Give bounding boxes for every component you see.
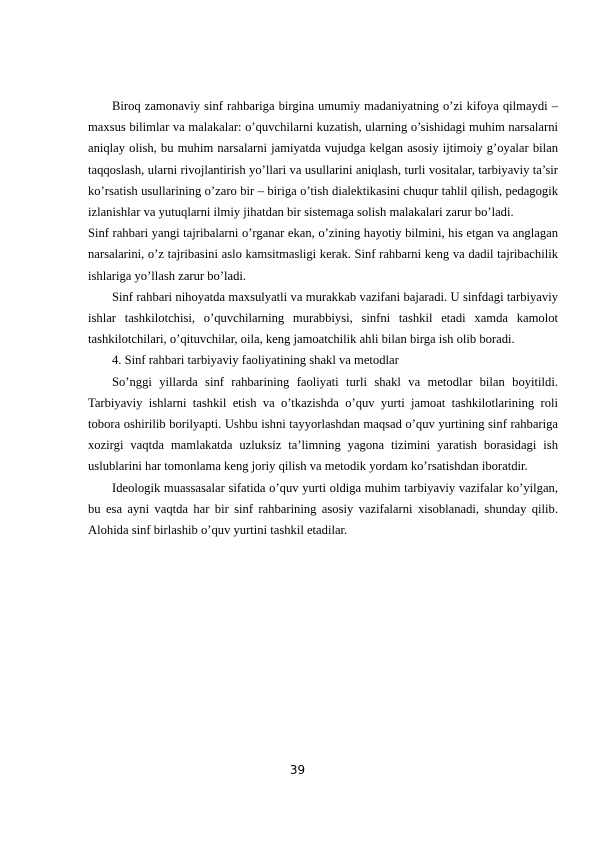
- page-body: [88, 96, 558, 541]
- paragraph-3: Sinf rahbari nihoyatda maxsulyatli va murakkab vazifani bajaradi. U sinfdagi tarbiyaviy ishlar tashkilotchisi, o’quvchilarning murabbiysi, sinfni tashkil etadi xamda kamolot tashkilotchilari, o’qituvchilar, oila, keng jamoatchilik ahli bilan birga ish olib boradi.: [88, 289, 558, 347]
- section-heading: 4. Sinf rahbari tarbiyaviy faoliyatining shakl va metodlar: [112, 353, 399, 368]
- paragraph-4: So’nggi yillarda sinf rahbarining faoliyati turli shakl va metodlar bilan boyitildi. Tarbiyaviy ishlarni tashkil etish va o’tkazishda o’quv yurti jamoat tashkilotlarining roli tobora oshirilib borilyapti. Ushbu ishni tayyorlashdan maqsad o’quv yurtining sinf rahbariga xozirgi vaqtda mamlakatda uzluksiz ta’limning yagona tizimini yaratish borasidagi ish uslublarini har tomonlama keng joriy qilish va metodik yordam ko’rsatishdan iboratdir.: [88, 374, 558, 474]
- paragraph-5: Ideologik muassasalar sifatida o’quv yurti oldiga muhim tarbiyaviy vazifalar ko’yilgan, bu esa ayni vaqtda har bir sinf rahbarining asosiy vazifalarni xisoblanadi, shunday qilib. Alohida sinf birlashib o’quv yurtini tashkil etadilar.: [88, 480, 558, 538]
- paragraph-1: Biroq zamonaviy sinf rahbariga birgina umumiy madaniyatning o’zi kifoya qilmaydi – maxsus bilimlar va malakalar: o’quvchilarni kuzatish, ularning o’sishidagi muhim narsalarni aniqlay olish, bu muhim narsalarni jamiyatda vujudga kelgan asosiy ijtimoiy g’oyalar bilan taqqoslash, ularni rivojlantirish yo’llari va usullarini aniqlash, turli vositalar, tarbiyaviy ta’sir ko’rsatish usullarining o’zaro bir – biriga o’tish dialektikasini chuqur tahlil qilish, pedagogik izlanishlar va yutuqlarni ilmiy jihatdan bir sistemaga solish malakalari zarur bo’ladi.: [88, 99, 558, 220]
- paragraph-2: Sinf rahbari yangi tajribalarni o’rganar ekan, o’zining hayotiy bilmini, his etgan va anglagan narsalarini, o’z tajribasini aslo kamsitmasligi kerak. Sinf rahbarni keng va dadil tajribachilik ishlariga yo’llash zarur bo’ladi.: [88, 226, 558, 283]
- page-number: 39: [289, 763, 306, 777]
